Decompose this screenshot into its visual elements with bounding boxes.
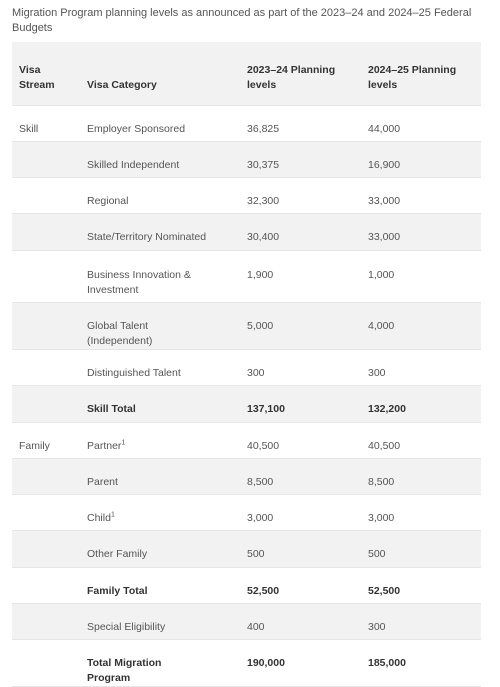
cell-2023-24: 30,400 xyxy=(247,230,280,243)
cell-2023-24: 500 xyxy=(247,547,265,560)
footnote-marker: 1 xyxy=(110,511,115,518)
category-label: State/Territory Nominated xyxy=(87,230,207,243)
table-row xyxy=(12,141,481,177)
cell-visa-stream: Skill xyxy=(19,122,39,135)
table-header-row xyxy=(12,42,481,105)
category-label: Regional xyxy=(87,194,129,207)
cell-2023-24: 300 xyxy=(247,366,265,379)
cell-visa-stream xyxy=(12,302,87,349)
cell-visa-category xyxy=(87,494,247,530)
category-label: Total Migration Program xyxy=(87,656,162,684)
cell-visa-category xyxy=(87,385,247,422)
cell-visa-stream xyxy=(12,458,87,494)
category-label: Global Talent (Independent) xyxy=(87,319,153,347)
table-caption: Migration Program planning levels as announced as part of the 2023–24 and 2024–25 Federal Budgets xyxy=(12,7,472,34)
cell-2024-25: 16,900 xyxy=(368,158,401,171)
cell-visa-category xyxy=(87,141,247,177)
cell-2024-25: 33,000 xyxy=(368,194,401,207)
table-row xyxy=(12,603,481,639)
cell-visa-stream xyxy=(12,494,87,530)
header-visa-stream: Visa Stream xyxy=(19,64,55,91)
table-row xyxy=(12,422,481,458)
cell-2024-25: 4,000 xyxy=(368,319,395,332)
table-row xyxy=(12,349,481,385)
cell-2024-25: 1,000 xyxy=(368,268,395,281)
header-visa-category: Visa Category xyxy=(87,79,157,91)
cell-visa-stream: Family xyxy=(19,439,50,452)
cell-2024-25: 8,500 xyxy=(368,475,395,488)
cell-visa-stream xyxy=(12,349,87,385)
table-row xyxy=(12,105,481,141)
category-label: Distinguished Talent xyxy=(87,366,181,379)
category-label: Partner xyxy=(87,439,122,452)
category-label: Employer Sponsored xyxy=(87,122,186,135)
table-total-row xyxy=(12,639,481,686)
cell-2024-25: 500 xyxy=(368,547,386,560)
cell-2023-24: 40,500 xyxy=(247,439,280,452)
cell-visa-stream xyxy=(12,639,87,686)
category-label: Business Innovation & Investment xyxy=(87,268,191,296)
cell-visa-category xyxy=(87,302,247,349)
cell-visa-stream xyxy=(12,177,87,213)
category-label: Parent xyxy=(87,475,118,488)
table-total-row xyxy=(12,567,481,603)
cell-visa-stream xyxy=(12,603,87,639)
cell-2023-24: 52,500 xyxy=(247,584,280,597)
cell-2024-25: 300 xyxy=(368,366,386,379)
cell-visa-stream xyxy=(12,385,87,422)
cell-visa-category xyxy=(87,603,247,639)
cell-visa-stream xyxy=(12,567,87,603)
category-label: Other Family xyxy=(87,547,148,560)
table-row xyxy=(12,494,481,530)
cell-visa-category xyxy=(87,250,247,302)
table-row xyxy=(12,213,481,250)
cell-2023-24: 137,100 xyxy=(247,402,285,415)
cell-2023-24: 8,500 xyxy=(247,475,274,488)
category-label: Child xyxy=(87,511,111,524)
cell-visa-category xyxy=(87,422,247,458)
cell-2024-25: 40,500 xyxy=(368,439,401,452)
header-2023-24: 2023–24 Planning levels xyxy=(247,64,336,91)
cell-visa-category xyxy=(87,458,247,494)
cell-2023-24: 1,900 xyxy=(247,268,274,281)
cell-visa-stream xyxy=(12,530,87,567)
cell-2023-24: 32,300 xyxy=(247,194,280,207)
cell-2023-24: 3,000 xyxy=(247,511,274,524)
cell-2024-25: 33,000 xyxy=(368,230,401,243)
cell-2023-24: 5,000 xyxy=(247,319,274,332)
table-row xyxy=(12,250,481,302)
cell-2023-24: 36,825 xyxy=(247,122,280,135)
cell-visa-category xyxy=(87,530,247,567)
table-row xyxy=(12,530,481,567)
cell-2024-25: 300 xyxy=(368,620,386,633)
cell-2023-24: 190,000 xyxy=(247,656,285,669)
cell-2023-24: 400 xyxy=(247,620,265,633)
cell-visa-category xyxy=(87,567,247,603)
cell-visa-category xyxy=(87,349,247,385)
table-row xyxy=(12,177,481,213)
cell-2024-25: 3,000 xyxy=(368,511,395,524)
cell-visa-category xyxy=(87,177,247,213)
cell-2024-25: 185,000 xyxy=(368,656,406,669)
cell-visa-stream xyxy=(12,250,87,302)
category-label: Skilled Independent xyxy=(87,158,180,171)
table-total-row xyxy=(12,385,481,422)
category-label: Skill Total xyxy=(87,402,136,415)
footnote-marker: 1 xyxy=(121,439,126,446)
category-label: Special Eligibility xyxy=(87,620,166,633)
cell-2024-25: 132,200 xyxy=(368,402,406,415)
cell-2024-25: 52,500 xyxy=(368,584,401,597)
cell-visa-stream xyxy=(12,141,87,177)
cell-visa-category xyxy=(87,105,247,141)
category-label: Family Total xyxy=(87,584,148,597)
table-row xyxy=(12,458,481,494)
cell-2023-24: 30,375 xyxy=(247,158,280,171)
cell-visa-stream xyxy=(12,213,87,250)
migration-planning-table xyxy=(12,42,481,687)
header-2024-25: 2024–25 Planning levels xyxy=(368,64,457,91)
cell-visa-category xyxy=(87,213,247,250)
cell-visa-category xyxy=(87,639,247,686)
table-row xyxy=(12,302,481,349)
cell-2024-25: 44,000 xyxy=(368,122,401,135)
